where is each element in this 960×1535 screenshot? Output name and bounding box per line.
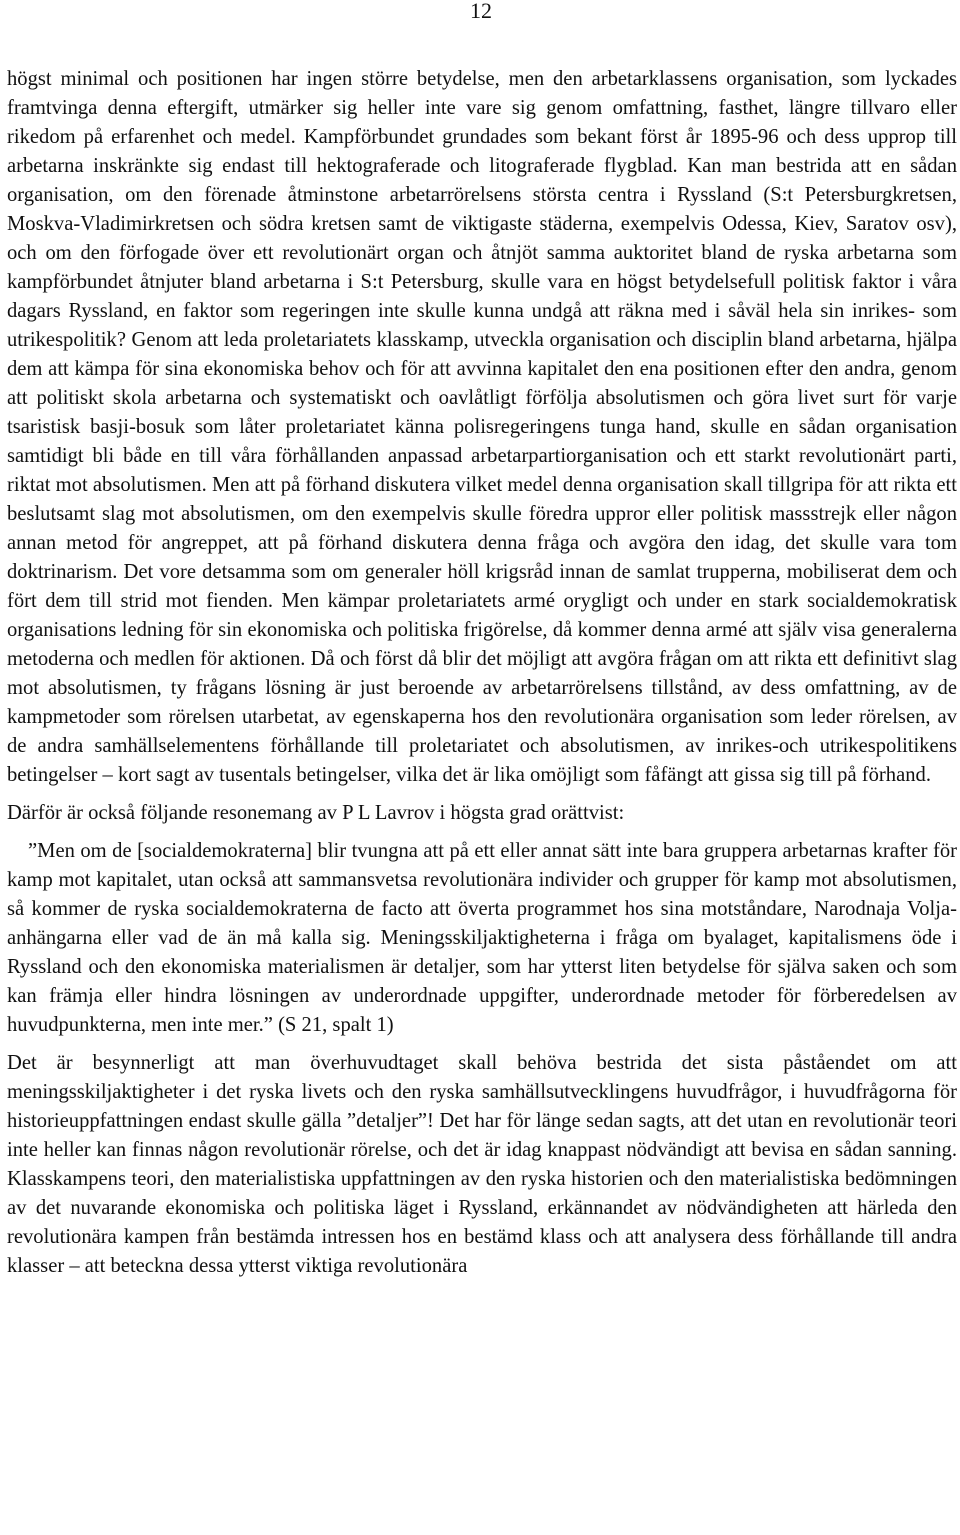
- paragraph-4: Det är besynnerligt att man överhuvudtaget skall behöva bestrida det sista påståendet om att meningsskiljaktigheter i det ryska livets och den ryska samhällsutvecklingens huvudfrågor, i huvudfrågorna för historieuppfattningen endast skulle gälla ”detaljer”! Det har för länge sedan sagts, att det utan en revolutionär teori inte heller kan finnas någon revolutionär rörelse, och det är idag knappast nödvändigt att bevisa en sådan sanning. Klasskampens teori, den materialistiska uppfattningen av den ryska historien och den materialistiska bedömningen av det nuvarande ekonomiska och politiska läget i Ryssland, erkännandet av nödvändigheten att härleda den revolutionära kampen från bestämda intressen hos en bestämd klass och att analysera dess förhållande till andra klasser – att beteckna dessa ytterst viktiga revolutionära: [7, 1052, 957, 1277]
- paragraph-2: Därför är också följande resonemang av P L Lavrov i högsta grad orättvist:: [7, 802, 625, 824]
- paragraph-1: högst minimal och positionen har ingen större betydelse, men den arbetarklassens organisation, som lyckades framtvinga denna eftergift, utmärker sig heller inte vare sig genom omfattning, fasthet, längre tillvaro eller rikedom på erfarenhet och medel. Kampförbundet grundades som bekant först år 1895-96 och dess upprop till arbetarna inskränkte sig endast till hektograferade och litograferade flygblad. Kan man bestrida att en sådan organisation, om den förenade åtminstone arbetarrörelsens största centra i Ryssland (S:t Petersburgkretsen, Moskva-Vladimirkretsen och södra kretsen samt de viktigaste städerna, exempelvis Odessa, Kiev, Saratov osv), och om den förfogade över ett revolutionärt organ och åtnjöt samma auktoritet bland de ryska arbetarna som kampförbundet åtnjuter bland arbetarna i S:t Petersburg, skulle vara en högst betydelsefull politisk faktor i våra dagars Ryssland, en faktor som regeringen inte skulle kunna undgå att räkna med i såväl hela sin inrikes- som utrikespolitik? Genom att leda proletariatets klasskamp, utveckla organisation och disciplin bland arbetarna, hjälpa dem att kämpa för sina ekonomiska behov och för att avvinna kapitalet den ena positionen efter den andra, genom att politiskt skola arbetarna och systematiskt och oavlåtligt förfölja absolutismen och göra livet surt för varje tsaristisk basji-bosuk som låter proletariatet känna polisregeringens tunga hand, skulle en sådan organisation samtidigt bli både en till våra förhållanden anpassad arbetarpartiorganisation och ett starkt revolutionärt parti, riktat mot absolutismen. Men att på förhand diskutera vilket medel denna organisation skall tillgripa för att rikta ett beslutsamt slag mot absolutismen, om den exempelvis skulle föredra uppror eller politisk massstrejk eller någon annan metod för angreppet, att på förhand diskutera denna fråga och avgöra den idag, det skulle vara tom doktrinarism. Det vore detsamma som om generaler höll krigsråd innan de samlat trupperna, mobiliserat dem och fört dem till strid mot fienden. Men kämpar proletariatets armé orygligt och under en stark socialdemokratisk organisations ledning för sin ekonomiska och politiska frigörelse, då kommer denna armé att själv visa generalerna metoderna och medlen för aktionen. Då och först då blir det möjligt att avgöra frågan om att rikta ett definitivt slag mot absolutismen, ty frågans lösning är just beroende av arbetarrörelsens tillstånd, av dess omfattning, av de kampmetoder som rörelsen utarbetat, av egenskaperna hos den revolutionära organisation som leder rörelsen, av de andra samhällselementens förhållande till proletariatet och absolutismen, av inrikes-och utrikespolitikens betingelser – kort sagt av tusentals betingelser, vilka det är lika omöjligt som fåfängt att gissa sig till på förhand.: [7, 68, 957, 786]
- page-body: [7, 65, 957, 1281]
- quote-paragraph: ”Men om de [socialdemokraterna] blir tvungna att på ett eller annat sätt inte bara gruppera arbetarnas krafter för kamp mot kapitalet, utan också att sammansvetsa revolutionära individer och grupper för kamp mot absolutismen, så kommer de ryska socialdemokraterna de facto att överta programmet hos sina motståndare, Narodnaja Volja-anhängarna eller vad de än må kalla sig. Meningsskiljaktigheterna i fråga om byalaget, kapitalismens öde i Ryssland och den ekonomiska materialismen är detaljer, som har ytterst liten betydelse för själva saken och som kan främja eller hindra lösningen av underordnade uppgifter, underordnade metoder för förberedelsen av huvudpunkterna, men inte mer.” (S 21, spalt 1): [7, 840, 957, 1036]
- page-number: 12: [470, 0, 492, 23]
